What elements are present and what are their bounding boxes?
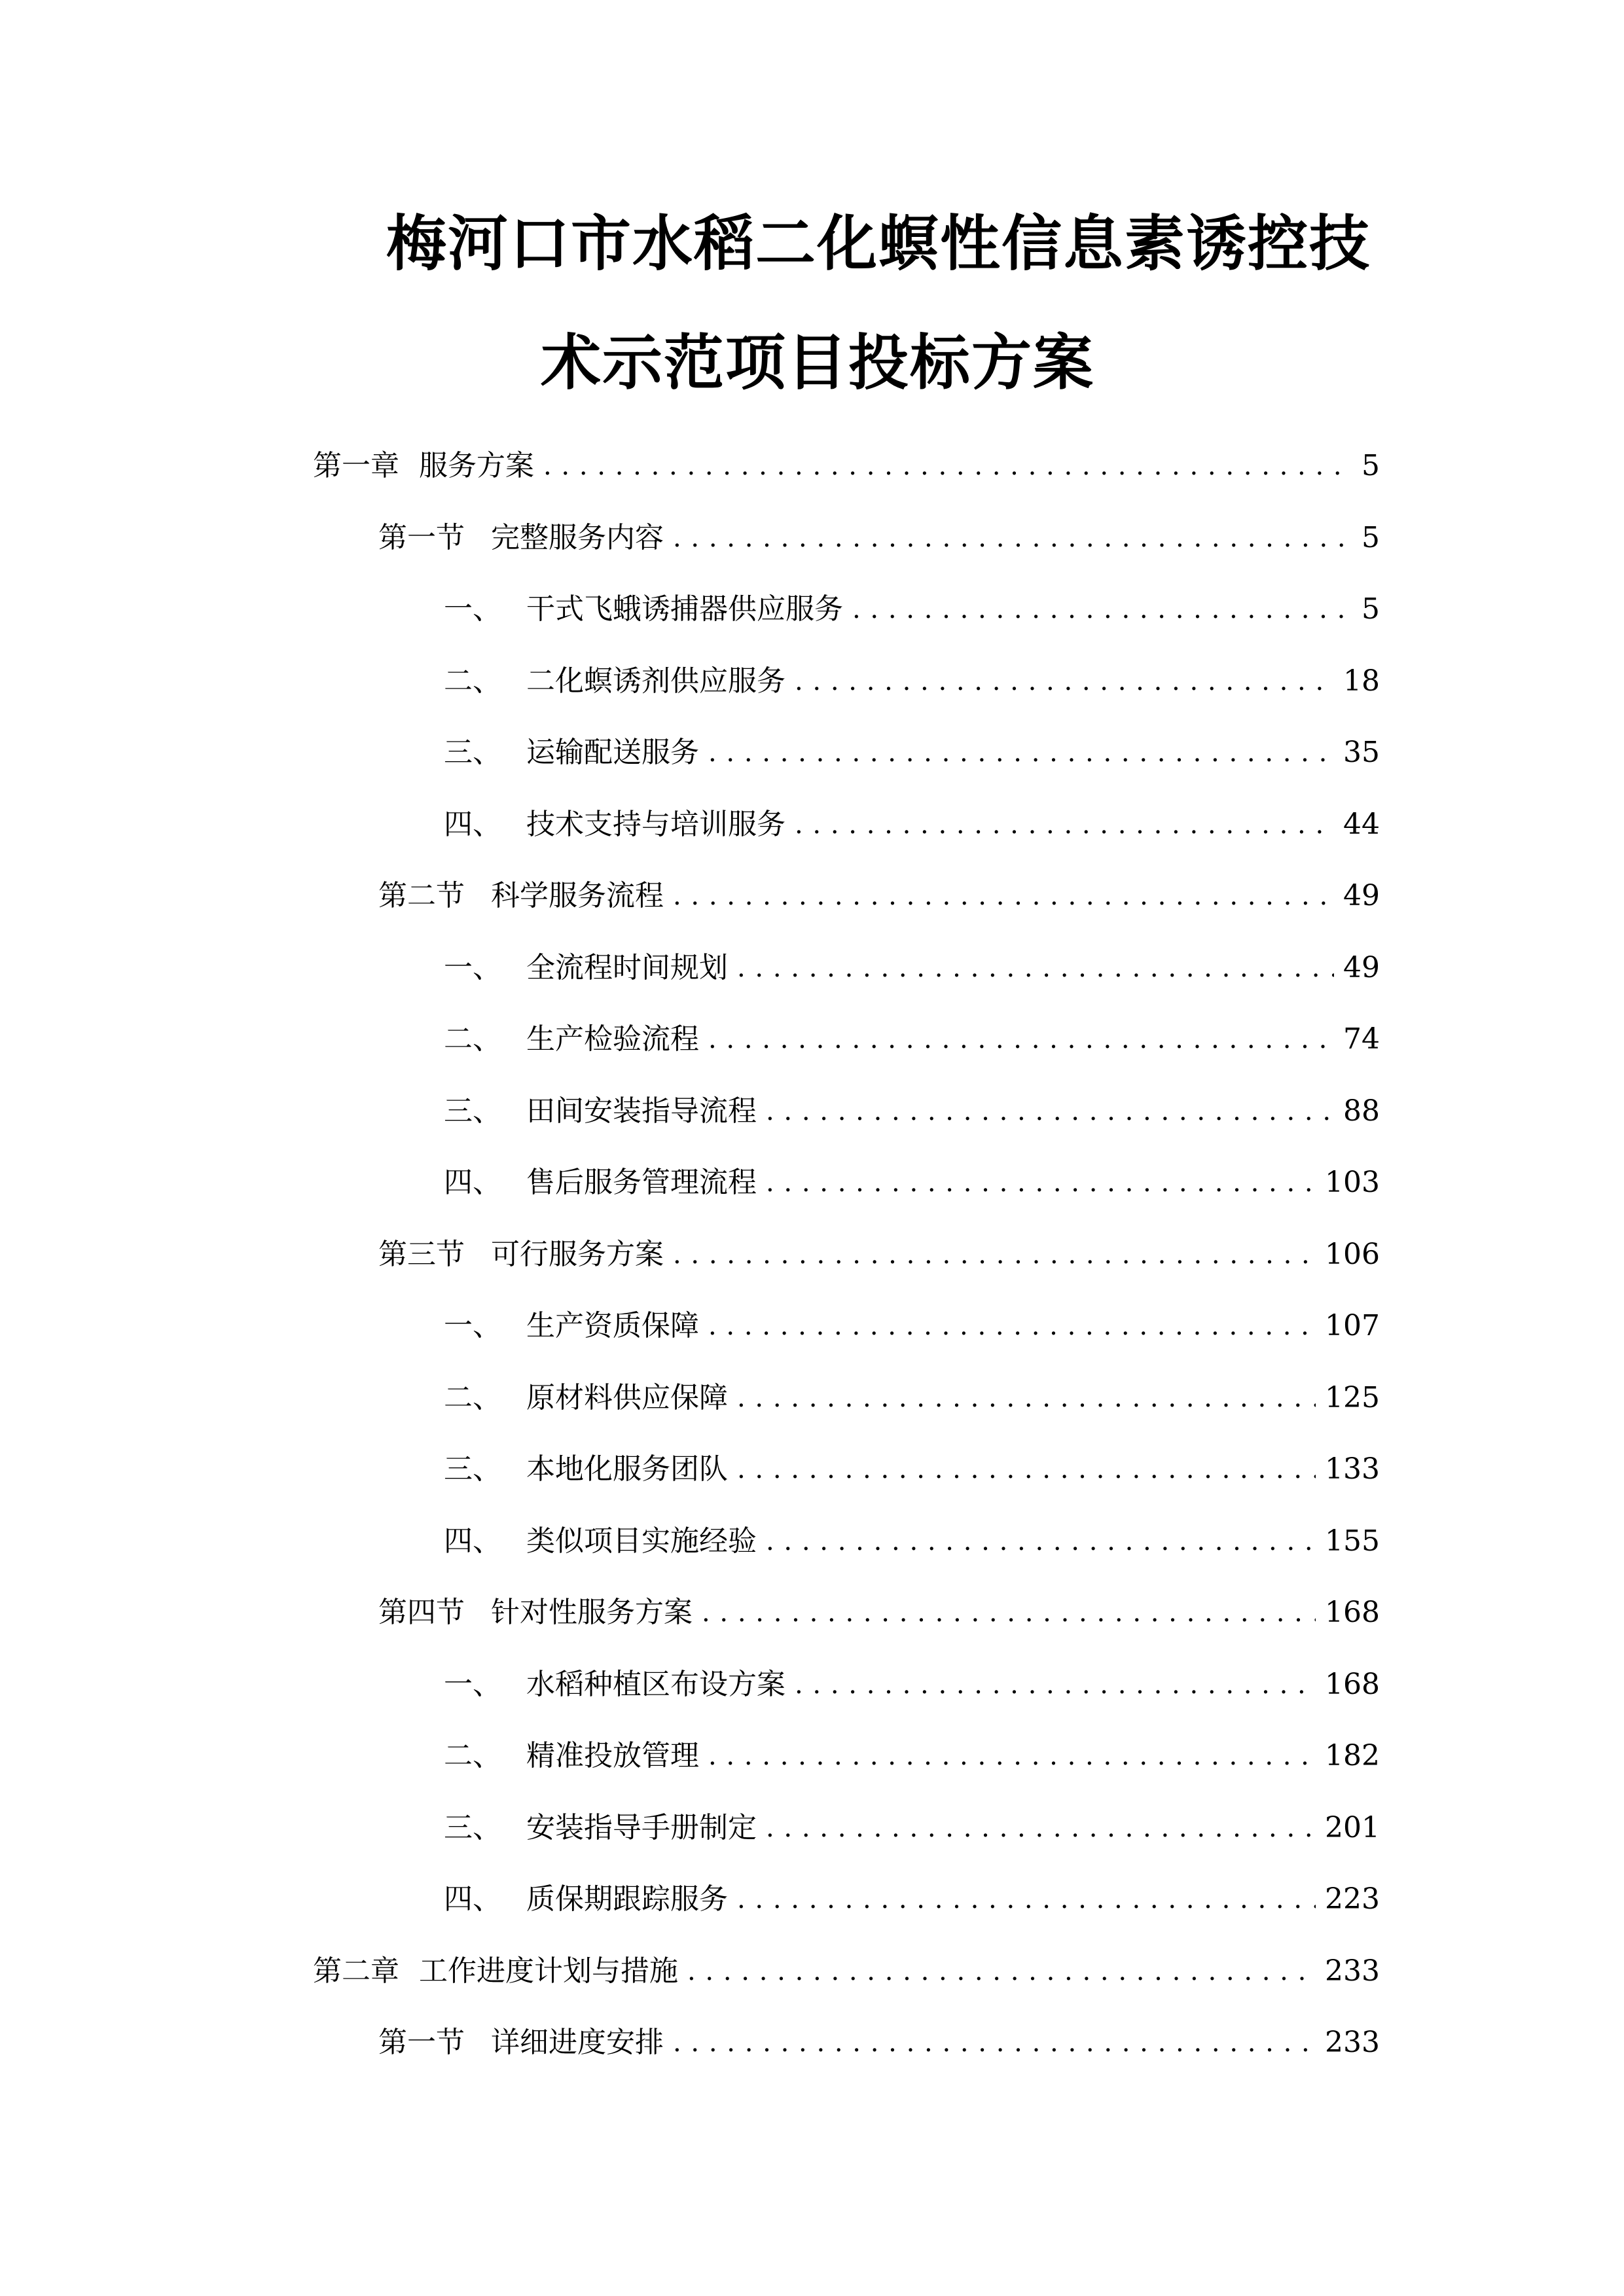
toc-entry-label: 可行服务方案 bbox=[491, 1237, 664, 1271]
toc-dot-leader bbox=[737, 942, 1334, 994]
toc-entry-number: 第一节 bbox=[378, 520, 465, 554]
toc-entry-item[interactable] bbox=[444, 1085, 1380, 1138]
document-title-line-1: 梅河口市水稻二化螟性信息素诱控技 bbox=[386, 209, 1371, 279]
toc-dot-leader bbox=[708, 726, 1334, 779]
toc-entry-label: 详细进度安排 bbox=[491, 2026, 664, 2059]
toc-entry-item[interactable] bbox=[444, 583, 1380, 636]
toc-entry-label: 服务方案 bbox=[419, 449, 534, 482]
toc-entry-number: 三、 bbox=[444, 1094, 501, 1128]
toc-entry-page-number: 88 bbox=[1343, 1094, 1380, 1128]
toc-entry-page-number: 133 bbox=[1325, 1452, 1380, 1486]
toc-dot-leader bbox=[795, 1659, 1316, 1711]
toc-entry-page-number: 155 bbox=[1325, 1524, 1380, 1558]
toc-entry-item[interactable] bbox=[444, 1659, 1380, 1711]
toc-dot-leader bbox=[708, 1300, 1316, 1352]
toc-entry-number: 三、 bbox=[444, 736, 501, 769]
toc-entry-label: 技术支持与培训服务 bbox=[526, 807, 785, 841]
toc-entry-number: 一、 bbox=[444, 950, 501, 984]
toc-entry-number: 一、 bbox=[444, 1667, 501, 1701]
toc-dot-leader bbox=[702, 1587, 1316, 1639]
toc-entry-number: 三、 bbox=[444, 1810, 501, 1844]
toc-entry-page-number: 49 bbox=[1343, 879, 1380, 912]
toc-entry-number: 二、 bbox=[444, 1380, 501, 1414]
toc-entry-item[interactable] bbox=[444, 1300, 1380, 1352]
toc-entry-number: 第一节 bbox=[378, 2026, 465, 2059]
toc-entry-item[interactable] bbox=[444, 1443, 1380, 1496]
toc-entry-page-number: 18 bbox=[1343, 664, 1380, 698]
toc-entry-item[interactable] bbox=[444, 1873, 1380, 1926]
toc-dot-leader bbox=[543, 440, 1352, 492]
toc-entry-number: 四、 bbox=[444, 1524, 501, 1558]
toc-dot-leader bbox=[708, 1013, 1334, 1066]
toc-entry-number: 第三节 bbox=[378, 1237, 465, 1271]
toc-entry-page-number: 125 bbox=[1325, 1380, 1380, 1414]
toc-entry-page-number: 74 bbox=[1343, 1022, 1380, 1056]
toc-entry-label: 生产资质保障 bbox=[526, 1309, 699, 1342]
toc-entry-page-number: 201 bbox=[1325, 1810, 1380, 1844]
toc-entry-label: 完整服务内容 bbox=[491, 520, 664, 554]
toc-entry-page-number: 5 bbox=[1362, 520, 1380, 554]
toc-dot-leader bbox=[673, 2017, 1316, 2069]
toc-entry-label: 科学服务流程 bbox=[491, 879, 664, 912]
toc-entry-page-number: 233 bbox=[1325, 2026, 1380, 2059]
toc-entry-item[interactable] bbox=[444, 1515, 1380, 1568]
toc-entry-number: 二、 bbox=[444, 1739, 501, 1772]
toc-entry-page-number: 223 bbox=[1325, 1882, 1380, 1916]
toc-dot-leader bbox=[852, 583, 1352, 636]
toc-entry-number: 第二章 bbox=[313, 1954, 399, 1988]
toc-entry-number: 第一章 bbox=[313, 449, 399, 482]
toc-dot-leader bbox=[673, 870, 1334, 922]
toc-entry-page-number: 103 bbox=[1325, 1166, 1380, 1199]
toc-dot-leader bbox=[673, 512, 1352, 564]
toc-entry-number: 四、 bbox=[444, 807, 501, 841]
toc-dot-leader bbox=[708, 1730, 1316, 1782]
toc-entry-section[interactable] bbox=[378, 512, 1380, 564]
toc-entry-page-number: 35 bbox=[1343, 736, 1380, 769]
toc-entry-label: 原材料供应保障 bbox=[526, 1380, 728, 1414]
toc-entry-item[interactable] bbox=[444, 1372, 1380, 1424]
toc-dot-leader bbox=[766, 1802, 1316, 1854]
toc-entry-item[interactable] bbox=[444, 1157, 1380, 1209]
toc-entry-label: 水稻种植区布设方案 bbox=[526, 1667, 785, 1701]
toc-dot-leader bbox=[766, 1085, 1334, 1138]
toc-entry-item[interactable] bbox=[444, 798, 1380, 851]
toc-entry-item[interactable] bbox=[444, 1013, 1380, 1066]
toc-entry-page-number: 107 bbox=[1325, 1309, 1380, 1342]
toc-entry-label: 运输配送服务 bbox=[526, 736, 699, 769]
toc-entry-page-number: 5 bbox=[1362, 592, 1380, 626]
toc-entry-page-number: 168 bbox=[1325, 1667, 1380, 1701]
toc-dot-leader bbox=[766, 1515, 1316, 1568]
toc-entry-label: 工作进度计划与措施 bbox=[419, 1954, 678, 1988]
toc-entry-number: 四、 bbox=[444, 1882, 501, 1916]
toc-entry-number: 一、 bbox=[444, 1309, 501, 1342]
toc-dot-leader bbox=[737, 1372, 1316, 1424]
toc-entry-label: 全流程时间规划 bbox=[526, 950, 728, 984]
toc-entry-number: 第二节 bbox=[378, 879, 465, 912]
toc-entry-number: 二、 bbox=[444, 1022, 501, 1056]
toc-entry-label: 生产检验流程 bbox=[526, 1022, 699, 1056]
toc-entry-chapter[interactable] bbox=[313, 1945, 1380, 1998]
toc-entry-page-number: 49 bbox=[1343, 950, 1380, 984]
document-title-line-2: 术示范项目投标方案 bbox=[541, 328, 1095, 398]
toc-entry-section[interactable] bbox=[378, 1587, 1380, 1639]
toc-entry-label: 质保期跟踪服务 bbox=[526, 1882, 728, 1916]
toc-dot-leader bbox=[673, 1229, 1316, 1281]
toc-dot-leader bbox=[687, 1945, 1316, 1998]
toc-entry-label: 干式飞蛾诱捕器供应服务 bbox=[526, 592, 843, 626]
toc-entry-label: 安装指导手册制定 bbox=[526, 1810, 757, 1844]
toc-entry-page-number: 106 bbox=[1325, 1237, 1380, 1271]
toc-dot-leader bbox=[795, 655, 1334, 708]
toc-entry-item[interactable] bbox=[444, 726, 1380, 779]
toc-entry-label: 精准投放管理 bbox=[526, 1739, 699, 1772]
toc-entry-label: 二化螟诱剂供应服务 bbox=[526, 664, 785, 698]
toc-entry-section[interactable] bbox=[378, 2017, 1380, 2069]
toc-dot-leader bbox=[766, 1157, 1316, 1209]
toc-dot-leader bbox=[795, 798, 1334, 851]
toc-entry-section[interactable] bbox=[378, 870, 1380, 922]
toc-entry-label: 针对性服务方案 bbox=[491, 1596, 693, 1629]
toc-entry-label: 售后服务管理流程 bbox=[526, 1166, 757, 1199]
toc-entry-number: 一、 bbox=[444, 592, 501, 626]
toc-entry-item[interactable] bbox=[444, 655, 1380, 708]
toc-entry-label: 田间安装指导流程 bbox=[526, 1094, 757, 1128]
toc-entry-item[interactable] bbox=[444, 1802, 1380, 1854]
toc-dot-leader bbox=[737, 1873, 1316, 1926]
toc-entry-page-number: 5 bbox=[1362, 449, 1380, 482]
toc-entry-page-number: 168 bbox=[1325, 1596, 1380, 1629]
toc-entry-number: 二、 bbox=[444, 664, 501, 698]
toc-entry-section[interactable] bbox=[378, 1229, 1380, 1281]
toc-entry-page-number: 44 bbox=[1343, 807, 1380, 841]
toc-entry-number: 三、 bbox=[444, 1452, 501, 1486]
toc-entry-label: 本地化服务团队 bbox=[526, 1452, 728, 1486]
toc-dot-leader bbox=[737, 1443, 1316, 1496]
toc-entry-item[interactable] bbox=[444, 1730, 1380, 1782]
toc-entry-number: 四、 bbox=[444, 1166, 501, 1199]
toc-entry-label: 类似项目实施经验 bbox=[526, 1524, 757, 1558]
toc-entry-chapter[interactable] bbox=[313, 440, 1380, 492]
toc-entry-page-number: 182 bbox=[1325, 1739, 1380, 1772]
toc-entry-number: 第四节 bbox=[378, 1596, 465, 1629]
toc-entry-item[interactable] bbox=[444, 942, 1380, 994]
toc-entry-page-number: 233 bbox=[1325, 1954, 1380, 1988]
